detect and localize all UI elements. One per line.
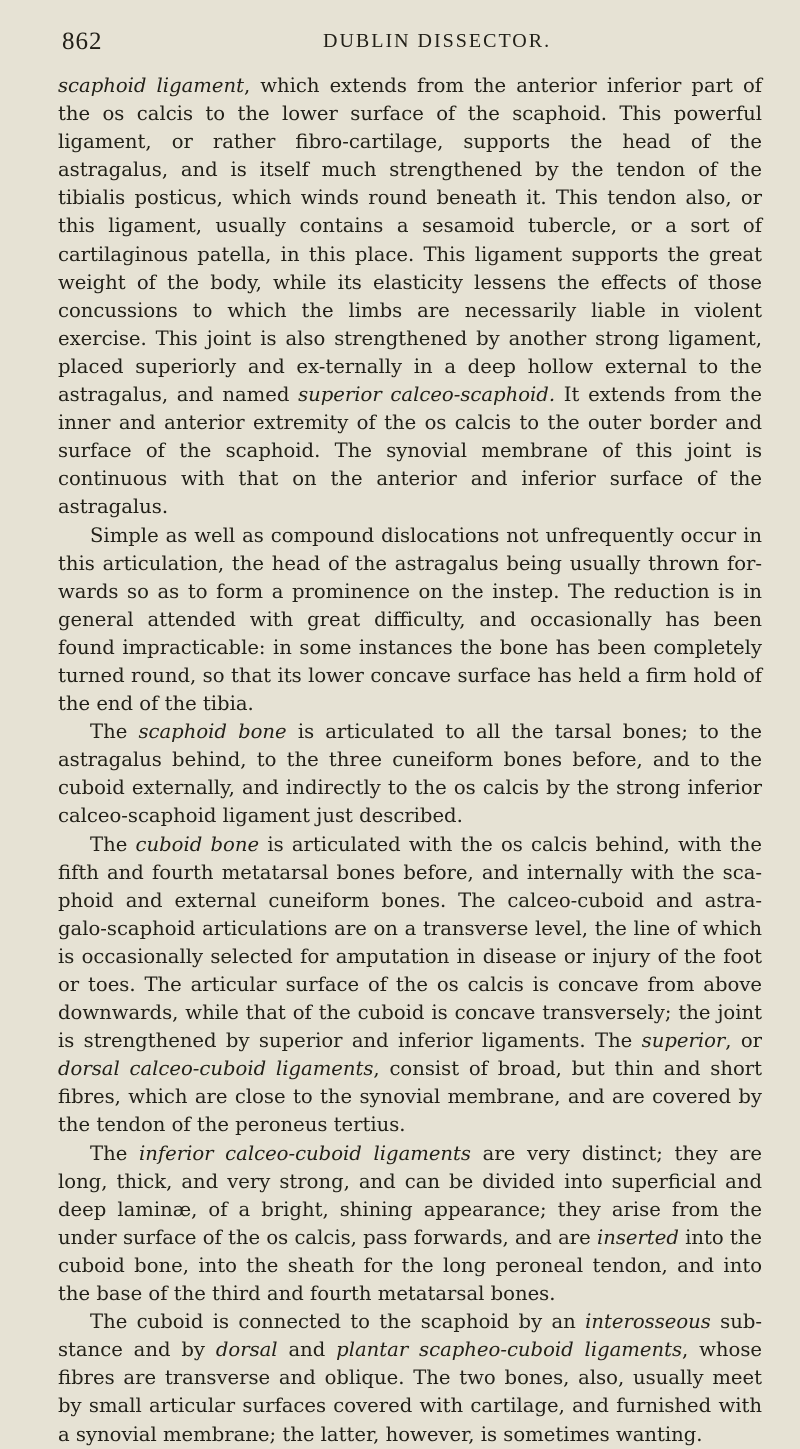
paragraph: [58, 1308, 762, 1448]
italic-term: dorsal: [215, 1338, 278, 1362]
text-run: is articulated to all the tarsal bones; to the astragalus behind, to the three cuneiform bones before, and to the cuboid externally, and indirectly to the os calcis by the strong inferior calceo-scaphoid ligament just described.: [58, 720, 763, 828]
running-title: DUBLIN DISSECTOR.: [323, 30, 552, 52]
paragraph: [58, 72, 762, 522]
text-run: The: [90, 720, 139, 744]
text-run: , or: [725, 1029, 762, 1053]
paragraph: [58, 831, 762, 1140]
italic-term: superior: [641, 1029, 726, 1053]
italic-term: scaphoid ligament: [58, 74, 244, 97]
italic-term: superior calceo-scaphoid.: [298, 383, 556, 407]
page-header: [58, 28, 762, 72]
text-run: The cuboid is connected to the scaphoid by an: [90, 1310, 586, 1334]
text-run: , which extends from the anterior inferior part of the os calcis to the lower surface of the scaphoid. This powerful ligament, or rather fibro-cartilage, supports the head of the astragalus, and is itself much strengthened by the tendon of the tibialis posticus, which winds round beneath it. This tendon also, or this ligament, usually contains a sesamoid tubercle, or a sort of cartilaginous patella, in this place. This ligament supports the great weight of the body, while its elasticity lessens the effects of those concussions to which the limbs are necessarily liable in violent exercise. This joint is also strengthened by another strong ligament, placed superiorly and ex-ternally in a deep hollow external to the astragalus, and named: [58, 74, 762, 407]
paragraph: [58, 522, 762, 719]
paragraph: [58, 1140, 762, 1309]
text-run: Simple as well as compound dislocations not unfrequently occur in this articulation, the head of the astragalus being usually thrown for-wards so as to form a prominence on the instep. The reduction is in general attended with great difficulty, and occasionally has been found impracticable: in some instances the bone has been completely turned round, so that its lower concave surface has held a firm hold of the end of the tibia.: [58, 523, 762, 716]
italic-term: inferior calceo-cuboid ligaments: [138, 1141, 471, 1165]
text-run: It extends from the inner and anterior extremity of the os calcis to the outer border and surface of the scaphoid. The synovial membrane of this joint is continuous with that on the anterior and inferior surface of the astragalus.: [58, 383, 762, 519]
italic-term: scaphoid bone: [138, 720, 287, 744]
body-text: [58, 72, 762, 1449]
text-run: sub-stance and by: [58, 1310, 763, 1362]
italic-term: cuboid bone: [135, 832, 260, 856]
italic-term: plantar scapheo-cuboid ligaments: [336, 1338, 683, 1362]
italic-term: interosseous: [585, 1310, 711, 1334]
page-number: 862: [62, 28, 103, 55]
text-run: , consist of broad, but thin and short fibres, which are close to the synovial membrane, and are covered by the tendon of the peroneus tertius.: [58, 1057, 762, 1137]
text-run: The: [90, 832, 136, 856]
text-run: The: [90, 1141, 139, 1165]
text-run: is articulated with the os calcis behind, with the fifth and fourth metatarsal bones before, and internally with the sca-phoid and external cuneiform bones. The calceo-cuboid and astra-galo-scaphoid articulations are on a transverse level, the line of which is occasionally selected for amputation in disease or injury of the foot or toes. The articular surface of the os calcis is concave from above downwards, while that of the cuboid is concave transversely; the joint is strengthened by superior and inferior ligaments. The: [58, 832, 763, 1053]
text-run: , whose fibres are transverse and oblique. The two bones, also, usually meet by small articular surfaces covered with cartilage, and furnished with a synovial membrane; the latter, however, is sometimes wanting.: [58, 1338, 762, 1446]
text-run: are very distinct; they are long, thick, and very strong, and can be divided into superficial and deep laminæ, of a bright, shining appearance; they arise from the under surface of the os calcis, pass forwards, and are: [58, 1141, 762, 1249]
text-run: and: [277, 1338, 337, 1362]
italic-term: inserted: [596, 1225, 679, 1249]
text-run: into the cuboid bone, into the sheath for the long peroneal tendon, and into the base of the third and fourth metatarsal bones.: [58, 1225, 762, 1306]
italic-term: dorsal calceo-cuboid ligaments: [58, 1057, 374, 1081]
paragraph: [58, 718, 762, 830]
